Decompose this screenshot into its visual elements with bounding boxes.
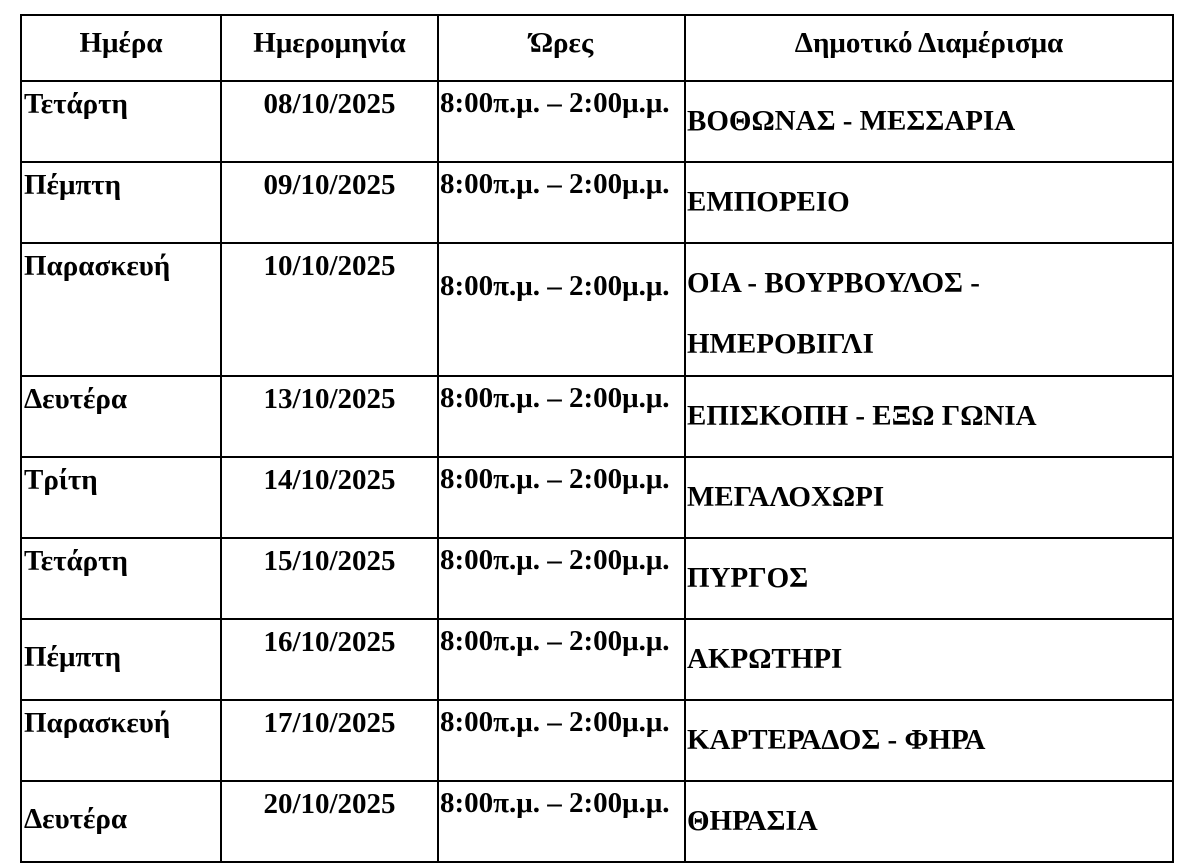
time-cell: 8:00π.μ. – 2:00μ.μ. — [438, 781, 685, 862]
day-cell: Τετάρτη — [21, 538, 221, 619]
date-cell: 20/10/2025 — [221, 781, 438, 862]
district-cell: ΒΟΘΩΝΑΣ - ΜΕΣΣΑΡΙΑ — [685, 81, 1173, 162]
date-cell: 15/10/2025 — [221, 538, 438, 619]
table-row — [21, 162, 1173, 243]
day-cell: Παρασκευή — [21, 243, 221, 376]
table-row — [21, 538, 1173, 619]
schedule-body — [21, 81, 1173, 862]
district-cell: ΑΚΡΩΤΗΡΙ — [685, 619, 1173, 700]
table-row — [21, 457, 1173, 538]
date-cell: 17/10/2025 — [221, 700, 438, 781]
time-cell: 8:00π.μ. – 2:00μ.μ. — [438, 243, 685, 376]
time-cell: 8:00π.μ. – 2:00μ.μ. — [438, 619, 685, 700]
district-cell: ΚΑΡΤΕΡΑΔΟΣ - ΦΗΡΑ — [685, 700, 1173, 781]
day-cell: Παρασκευή — [21, 700, 221, 781]
district-cell: ΘΗΡΑΣΙΑ — [685, 781, 1173, 862]
day-cell: Τρίτη — [21, 457, 221, 538]
district-cell: ΜΕΓΑΛΟΧΩΡΙ — [685, 457, 1173, 538]
table-row — [21, 781, 1173, 862]
district-cell: ΠΥΡΓΟΣ — [685, 538, 1173, 619]
day-cell: Πέμπτη — [21, 162, 221, 243]
day-cell: Τετάρτη — [21, 81, 221, 162]
header-row — [21, 15, 1173, 81]
header-district: Δημοτικό Διαμέρισμα — [685, 15, 1173, 81]
table-row — [21, 376, 1173, 457]
time-cell: 8:00π.μ. – 2:00μ.μ. — [438, 538, 685, 619]
district-cell: ΕΜΠΟΡΕΙΟ — [685, 162, 1173, 243]
table-row — [21, 700, 1173, 781]
header-day: Ημέρα — [21, 15, 221, 81]
district-cell: ΟΙΑ - ΒΟΥΡΒΟΥΛΟΣ - ΗΜΕΡΟΒΙΓΛΙ — [685, 243, 1173, 376]
date-cell: 14/10/2025 — [221, 457, 438, 538]
table-row — [21, 619, 1173, 700]
day-cell: Δευτέρα — [21, 376, 221, 457]
day-cell: Πέμπτη — [21, 619, 221, 700]
date-cell: 16/10/2025 — [221, 619, 438, 700]
district-cell: ΕΠΙΣΚΟΠΗ - ΕΞΩ ΓΩΝΙΑ — [685, 376, 1173, 457]
time-cell: 8:00π.μ. – 2:00μ.μ. — [438, 376, 685, 457]
header-date: Ημερομηνία — [221, 15, 438, 81]
date-cell: 09/10/2025 — [221, 162, 438, 243]
table-row — [21, 243, 1173, 376]
time-cell: 8:00π.μ. – 2:00μ.μ. — [438, 700, 685, 781]
time-cell: 8:00π.μ. – 2:00μ.μ. — [438, 81, 685, 162]
date-cell: 13/10/2025 — [221, 376, 438, 457]
date-cell: 10/10/2025 — [221, 243, 438, 376]
day-cell: Δευτέρα — [21, 781, 221, 862]
table-row — [21, 81, 1173, 162]
header-hours: Ώρες — [438, 15, 685, 81]
date-cell: 08/10/2025 — [221, 81, 438, 162]
schedule-table — [20, 14, 1174, 863]
time-cell: 8:00π.μ. – 2:00μ.μ. — [438, 162, 685, 243]
time-cell: 8:00π.μ. – 2:00μ.μ. — [438, 457, 685, 538]
